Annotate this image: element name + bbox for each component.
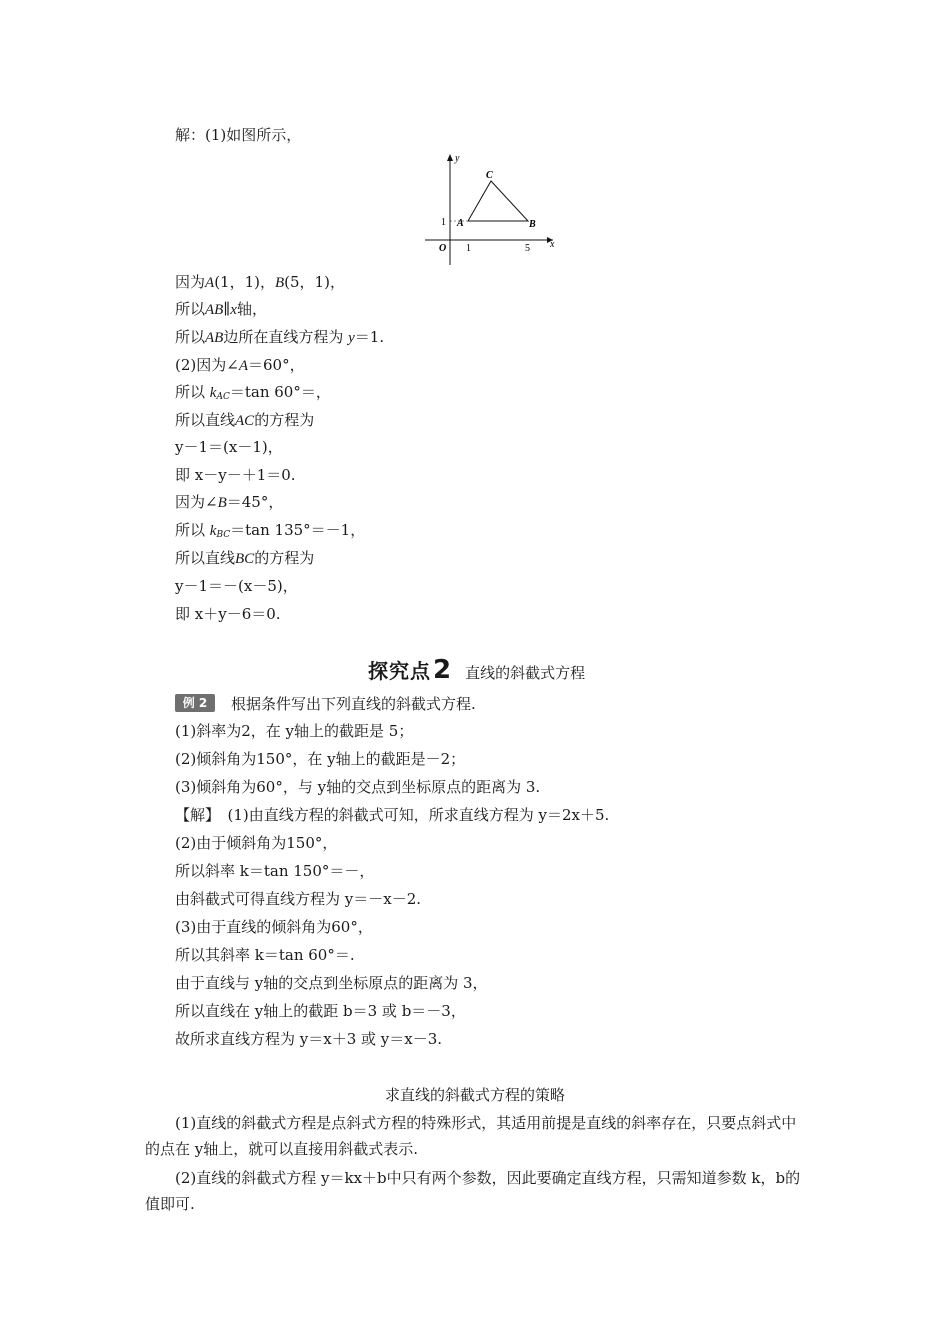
solution-line: 所以AB边所在直线方程为 y＝1.: [175, 328, 385, 346]
point-c-label: C: [486, 170, 493, 181]
x-axis-label: x: [550, 239, 555, 250]
solution-line: y－1＝(x－1)，: [175, 438, 283, 456]
solution-line: 所以AB∥x轴，: [175, 300, 267, 318]
solution-line: 因为∠B＝45°，: [175, 493, 284, 511]
solution-line: 所以 $k_{BC}=\tan$ 135°＝－1，: [175, 521, 366, 540]
text-because: 因为: [175, 273, 206, 291]
text-so: 所以: [175, 383, 206, 401]
answer-line: 所以斜率 k＝tan 150°＝－，: [175, 862, 375, 880]
solution-line: 即 x＋y－6＝0.: [175, 605, 281, 623]
text-part2: (2)因为∠: [175, 356, 239, 374]
solution-line: 所以直线BC的方程为: [175, 549, 315, 567]
x-tick-5: 5: [525, 243, 530, 254]
y-axis-label: y: [455, 153, 460, 164]
answer-line: (3)由于直线的倾斜角为60°，: [175, 918, 373, 936]
question-3: (3)倾斜角为60°，与 y轴的交点到坐标原点的距离为 3.: [175, 778, 541, 796]
section-label: 探究点: [368, 659, 431, 683]
triangle-figure: [425, 150, 565, 265]
solution-line: 所以 $k_{AC}=\tan$ 60°＝，: [175, 383, 331, 402]
point-a-label: A: [457, 218, 464, 229]
y-tick-1: 1: [441, 217, 446, 228]
solution-line: y－1＝－(x－5)，: [175, 577, 298, 595]
solution-line: 因为A(1，1)，B(5，1)，: [175, 273, 345, 291]
answer-line: 故所求直线方程为 y＝x＋3 或 y＝x－3.: [175, 1030, 443, 1048]
answer-line: 由于直线与 y轴的交点到坐标原点的距离为 3，: [175, 974, 488, 992]
solution-line: (2)因为∠A＝60°，: [175, 356, 305, 374]
strategy-heading: 求直线的斜截式方程的策略: [384, 1086, 565, 1104]
answer-line: 【解】 (1)由直线方程的斜截式可知，所求直线方程为 y＝2x＋5.: [175, 806, 610, 824]
question-1: (1)斜率为2，在 y轴上的截距是 5；: [175, 722, 414, 740]
solution-line: 所以直线AC的方程为: [175, 411, 315, 429]
solution-line: 即 x－y－＋1＝0.: [175, 466, 296, 484]
question-2: (2)倾斜角为150°，在 y轴上的截距是－2；: [175, 750, 466, 768]
answer-line: 所以直线在 y轴上的截距 b＝3 或 b＝－3，: [175, 1002, 466, 1020]
strategy-paragraph-2: (2)直线的斜截式方程 y＝kx＋b中只有两个参数，因此要确定直线方程，只需知道参数 k，b的值即可.: [145, 1169, 801, 1213]
answer-line: (2)由于倾斜角为150°，: [175, 834, 338, 852]
answer-line: 所以其斜率 k＝tan 60°＝.: [175, 946, 355, 964]
strategy-paragraph-1: (1)直线的斜截式方程是点斜式方程的特殊形式，其适用前提是直线的斜率存在，只要点斜式中的点在 y轴上，就可以直接用斜截式表示.: [145, 1114, 797, 1158]
solution-intro: 解：(1)如图所示，: [175, 126, 302, 144]
triangle-abc: [468, 181, 528, 221]
text-so-line: 所以直线: [175, 549, 236, 567]
section-heading: [368, 655, 585, 687]
text-so: 所以: [175, 328, 206, 346]
text-so-line: 所以直线: [175, 411, 236, 429]
point-b-label: B: [529, 219, 536, 230]
x-tick-1: 1: [466, 243, 471, 254]
example-prompt: 根据条件写出下列直线的斜截式方程.: [231, 695, 476, 713]
answer-line: 由斜截式可得直线方程为 y＝－x－2.: [175, 890, 422, 908]
y-axis-arrow: [447, 154, 453, 161]
example-badge: 例 2: [175, 694, 215, 712]
section-number: 2: [433, 655, 452, 685]
text-because: 因为∠: [175, 493, 218, 511]
origin-label: O: [439, 243, 447, 254]
text-so: 所以: [175, 521, 206, 539]
text-so: 所以: [175, 300, 206, 318]
section-title: 直线的斜截式方程: [465, 664, 586, 682]
